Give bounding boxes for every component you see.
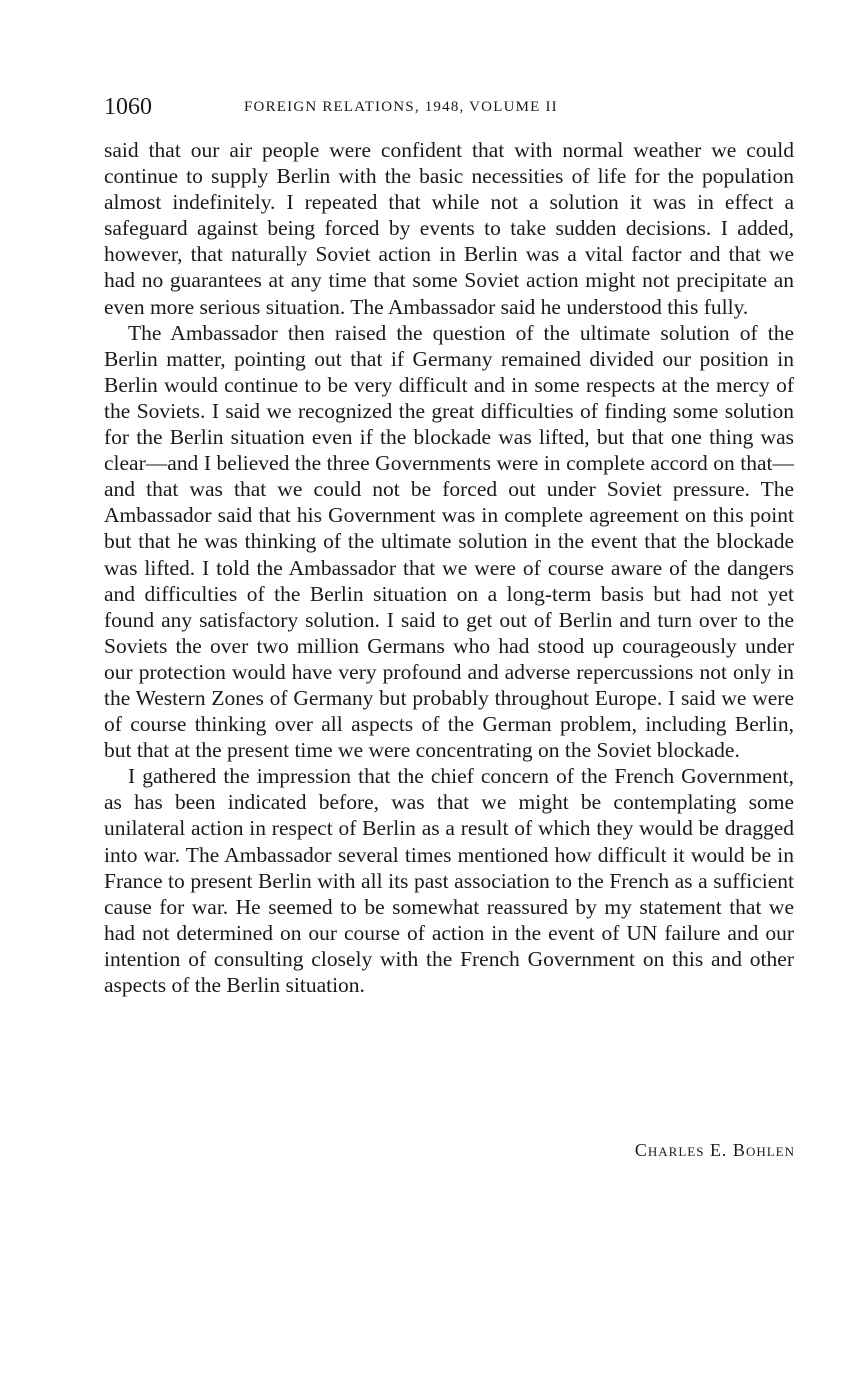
- paragraph-1: said that our air people were confident that with normal weather we could continue to supply Berlin with the basic necessities of life for the population almost indefinitely. I repeated that while not a solution it was in effect a safeguard against being forced by events to take sudden decisions. I added, however, that naturally Soviet action in Berlin was a vital factor and that we had no guarantees at any time that some Soviet action might not precipitate an even more serious situation. The Ambassador said he understood this fully.: [104, 138, 794, 319]
- signature: Charles E. Bohlen: [634, 1140, 795, 1160]
- page-number: 1060: [104, 94, 152, 120]
- header-title: FOREIGN RELATIONS, 1948, VOLUME II: [244, 99, 558, 115]
- body-text: [104, 137, 794, 998]
- running-head: [104, 92, 794, 122]
- paragraph-3: I gathered the impression that the chief concern of the French Government, as has been indicated before, was that we might be contemplating some unilateral action in respect of Berlin as a result of which they would be dragged into war. The Ambassador several times mentioned how difficult it would be in France to present Berlin with all its past association to the French as a sufficient cause for war. He seemed to be somewhat reassured by my statement that we had not determined on our course of action in the event of UN failure and our intention of consulting closely with the French Government on this and other aspects of the Berlin situation.: [104, 764, 794, 997]
- paragraph-2: The Ambassador then raised the question of the ultimate solution of the Berlin matter, pointing out that if Germany remained divided our position in Berlin would continue to be very difficult and in some respects at the mercy of the Soviets. I said we recognized the great difficulties of finding some solution for the Berlin situation even if the blockade was lifted, but that one thing was clear—and I believed the three Governments were in complete accord on that—and that was that we could not be forced out under Soviet pressure. The Ambassador said that his Government was in complete agreement on this point but that he was thinking of the ultimate solution in the event that the blockade was lifted. I told the Ambassador that we were of course aware of the dangers and difficulties of the Berlin situation on a long-term basis but had not yet found any satisfactory solution. I said to get out of Berlin and turn over to the Soviets the over two million Germans who had stood up courageously under our protection would have very profound and adverse repercussions not only in the Western Zones of Germany but probably throughout Europe. I said we were of course thinking over all aspects of the German problem, including Berlin, but that at the present time we were concentrating on the Soviet blockade.: [104, 320, 794, 763]
